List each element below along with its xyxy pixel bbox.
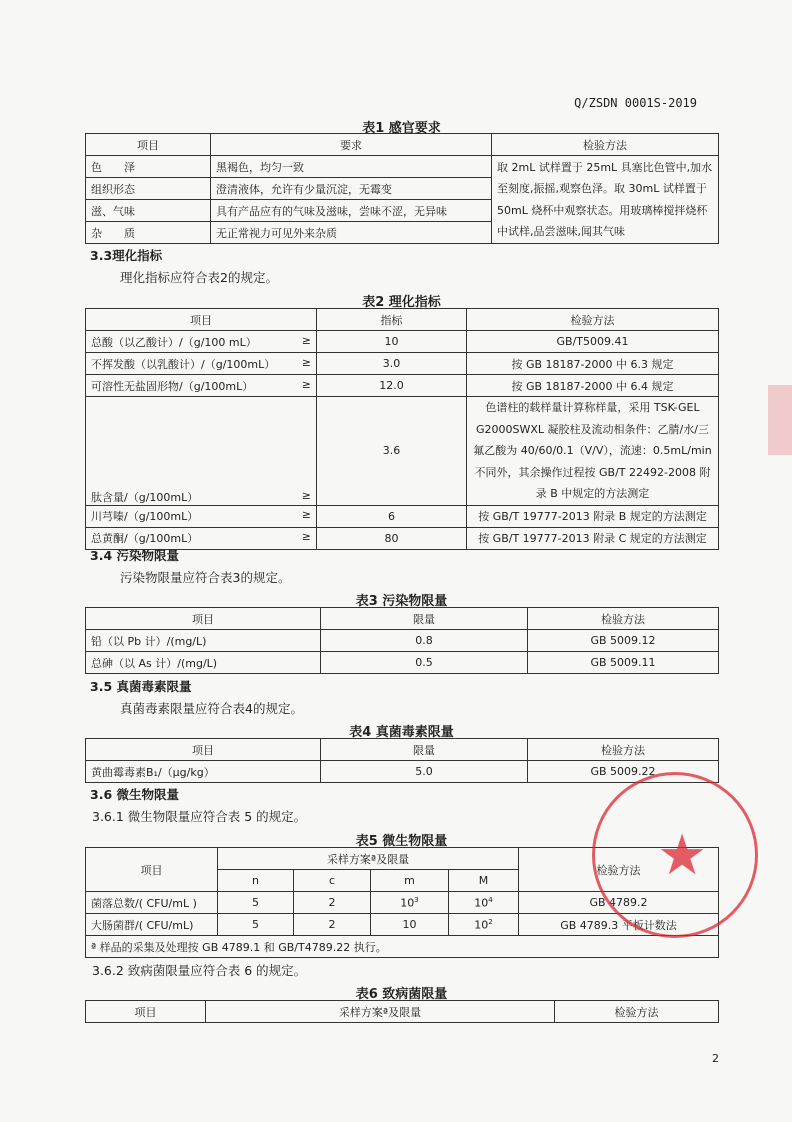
star-icon: ★ [657, 823, 708, 888]
th: 项目 [86, 848, 218, 892]
section-title: 3.6 微生物限量 [90, 787, 179, 802]
base: 10 [400, 896, 415, 910]
table2-caption: 表2 理化指标 [362, 295, 441, 310]
table1-caption: 表1 感官要求 [362, 121, 441, 136]
cell [86, 397, 317, 506]
th: m [371, 870, 449, 892]
th: 项目 [86, 608, 321, 630]
cell [371, 914, 449, 936]
cell [86, 353, 317, 375]
th: c [294, 870, 371, 892]
cell: 5 [218, 914, 294, 936]
stamp-edge-mark [768, 385, 792, 455]
base: 10 [474, 896, 489, 910]
exp: 2 [488, 917, 493, 926]
section-title: 3.3理化指标 [90, 248, 163, 263]
table4-mycotoxins [85, 738, 719, 783]
table5-caption: 表5 微生物限量 [355, 834, 448, 849]
th: 指标 [317, 309, 467, 331]
cell: 具有产品应有的气味及滋味，尝味不涩，无异味 [211, 200, 492, 222]
th: n [218, 870, 294, 892]
table6-caption: 表6 致病菌限量 [355, 987, 448, 1002]
th: 采样方案ª及限量 [218, 848, 519, 870]
doc-code: Q/ZSDN 0001S-2019 [574, 96, 697, 110]
cell: 黑褐色，均匀一致 [211, 156, 492, 178]
table6-pathogens [85, 1000, 719, 1023]
cell: 6 [317, 505, 467, 527]
th: 检验方法 [519, 848, 719, 892]
cell: GB 4789.2 [519, 892, 719, 914]
th: 检验方法 [528, 608, 719, 630]
paragraph: 污染物限量应符合表3的规定。 [120, 570, 291, 585]
th: 限量 [321, 739, 528, 761]
table3-caption: 表3 污染物限量 [355, 594, 448, 609]
cell: 10 [317, 331, 467, 353]
cell: 0.8 [321, 630, 528, 652]
th: 项目 [86, 134, 211, 156]
ge: ≥ [301, 377, 311, 391]
cell [449, 914, 519, 936]
cell: 菌落总数/( CFU/mL ) [86, 892, 218, 914]
table2-physicochemical [85, 308, 719, 550]
th: 检验方法 [555, 1001, 719, 1023]
th: 项目 [86, 309, 317, 331]
paragraph: 理化指标应符合表2的规定。 [120, 270, 278, 285]
cell: 5 [218, 892, 294, 914]
ge: ≥ [301, 530, 311, 543]
company-seal [592, 772, 758, 938]
base: 10 [402, 918, 417, 931]
paragraph: 3.6.1 微生物限量应符合表 5 的规定。 [92, 809, 307, 824]
exp: 3 [414, 895, 419, 904]
section-title: 3.4 污染物限量 [90, 548, 179, 563]
th: 检验方法 [492, 134, 719, 156]
th: 检验方法 [467, 309, 719, 331]
th: 项目 [86, 739, 321, 761]
base: 10 [474, 918, 489, 932]
ge: ≥ [301, 508, 311, 521]
cell: GB 5009.11 [528, 652, 719, 674]
cell [86, 375, 317, 397]
cell: 总砷（以 As 计）/(mg/L) [86, 652, 321, 674]
table-note: ª 样品的采集及处理按 GB 4789.1 和 GB/T4789.22 执行。 [86, 936, 719, 958]
th: 要求 [211, 134, 492, 156]
cell: 2 [294, 892, 371, 914]
table1-sensory [85, 133, 719, 244]
th: 采样方案ª及限量 [206, 1001, 555, 1023]
cell: 按 GB/T 19777-2013 附录 B 规定的方法测定 [467, 505, 719, 527]
cell: 无正常视力可见外来杂质 [211, 222, 492, 244]
cell [86, 331, 317, 353]
section-title: 3.5 真菌毒素限量 [90, 679, 192, 694]
cell: 5.0 [321, 761, 528, 783]
cell [86, 505, 317, 527]
cell: 色 泽 [86, 156, 211, 178]
th: M [449, 870, 519, 892]
cell: 大肠菌群/( CFU/mL) [86, 914, 218, 936]
cell: 12.0 [317, 375, 467, 397]
cell: 滋、气味 [86, 200, 211, 222]
item: 川芎嗪/（g/100mL） [91, 510, 199, 523]
item: 肽含量/（g/100mL） [91, 490, 199, 504]
item: 总酸（以乙酸计）/（g/100 mL） [91, 335, 257, 349]
paragraph: 真菌毒素限量应符合表4的规定。 [120, 701, 303, 716]
cell: 3.6 [317, 397, 467, 506]
cell: 澄清液体，允许有少量沉淀，无霉变 [211, 178, 492, 200]
cell: 杂 质 [86, 222, 211, 244]
cell: 按 GB/T 19777-2013 附录 C 规定的方法测定 [467, 527, 719, 549]
ge: ≥ [301, 488, 311, 502]
cell: GB 5009.12 [528, 630, 719, 652]
cell: 0.5 [321, 652, 528, 674]
th: 项目 [86, 1001, 206, 1023]
table4-caption: 表4 真菌毒素限量 [349, 725, 454, 740]
exp: 4 [488, 895, 493, 904]
cell: 色谱柱的载样量计算称样量，采用 TSK-GEL G2000SWXL 凝胶柱及流动相条件：乙腈/水/三氟乙酸为 40/60/0.1（V/V），流速：0.5mL/min 不同外，其余操作过程按 GB/T 22492-2008 附录 B 中规定的方法测定 [467, 397, 719, 506]
cell: 组织形态 [86, 178, 211, 200]
cell: 按 GB 18187-2000 中 6.4 规定 [467, 375, 719, 397]
th: 检验方法 [528, 739, 719, 761]
cell: GB/T5009.41 [467, 331, 719, 353]
th: 限量 [321, 608, 528, 630]
cell: 黄曲霉毒素B₁/（μg/kg） [86, 761, 321, 783]
cell: GB 4789.3 平板计数法 [519, 914, 719, 936]
table3-contaminants [85, 607, 719, 674]
cell [371, 892, 449, 914]
cell: 80 [317, 527, 467, 549]
cell: GB 5009.22 [528, 761, 719, 783]
cell: 铅（以 Pb 计）/(mg/L) [86, 630, 321, 652]
paragraph: 3.6.2 致病菌限量应符合表 6 的规定。 [92, 963, 307, 978]
cell [449, 892, 519, 914]
cell: 按 GB 18187-2000 中 6.3 规定 [467, 353, 719, 375]
ge: ≥ [301, 355, 311, 369]
item: 可溶性无盐固形物/（g/100mL） [91, 379, 254, 393]
page-number: 2 [712, 1052, 719, 1065]
item: 不挥发酸（以乳酸计）/（g/100mL） [91, 357, 276, 371]
cell: 2 [294, 914, 371, 936]
ge: ≥ [301, 333, 311, 347]
item: 总黄酮/（g/100mL） [91, 532, 199, 545]
cell-method: 取 2mL 试样置于 25mL 具塞比色管中,加水至刻度,振摇,观察色泽。取 30mL 试样置于 50mL 烧杯中观察状态。用玻璃棒搅拌烧杯中试样,品尝滋味,闻其气味 [492, 156, 719, 244]
cell: 3.0 [317, 353, 467, 375]
